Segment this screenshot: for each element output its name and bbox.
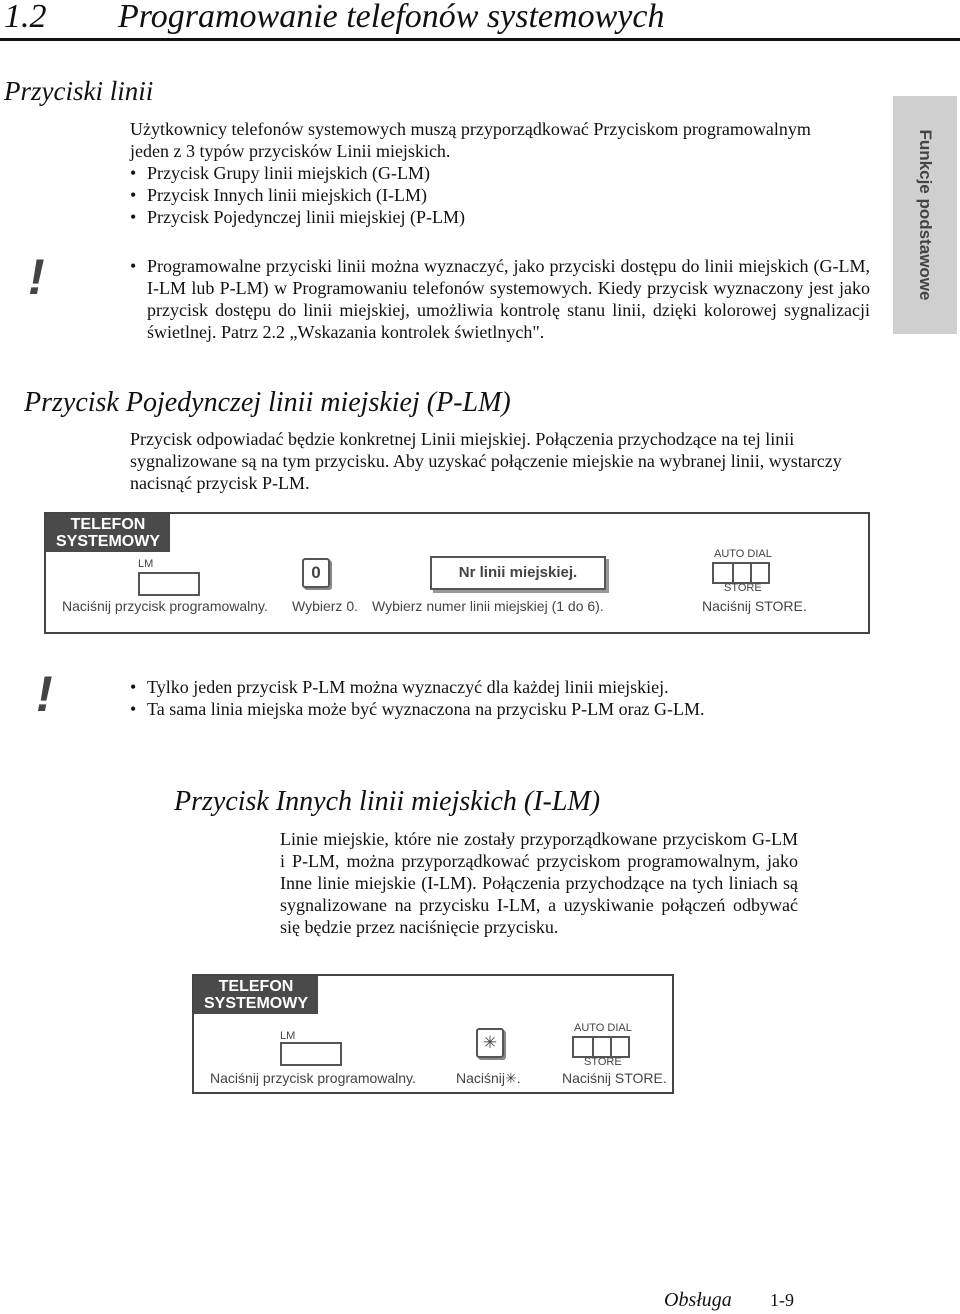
list-item: • Przycisk Pojedynczej linii miejskiej (P-LM) [130, 206, 870, 228]
step-press-star: Naciśnij✳. [456, 1070, 521, 1086]
lm-label: LM [280, 1030, 296, 1042]
section2-body: Przycisk odpowiadać będzie konkretnej Linii miejskiej. Połączenia przychodzące na tej linii sygnalizowane są na tym przycisku. Aby uzyskać połączenie miejskie na wybranej linii, wystarczy nacisnąć przycisk P-LM. [130, 429, 842, 493]
footer-label: Obsługa [664, 1289, 732, 1311]
heading-line-buttons: Przyciski linii [4, 76, 154, 106]
section1-content [130, 118, 870, 228]
phone-panel-p-lm [44, 512, 870, 634]
list-item: • Przycisk Innych linii miejskich (I-LM) [130, 184, 870, 206]
section1-intro: Użytkownicy telefonów systemowych muszą przyporządkować Przyciskom programowalnym jeden z 3 typów przycisków Linii miejskich. [130, 119, 811, 161]
section3-body: Linie miejskie, które nie zostały przyporządkowane przyciskom G-LM i P-LM, można przyporządkować przyciskom programowalnym, jako Inne linie miejskie (I-LM). Połączenia przychodzące na tych liniach są sygnalizowane na przycisku I-LM, a uzyskiwanie połączeń odbywać się będzie przez naciśnięcie przycisku. [280, 829, 798, 937]
star-key: ✳ [476, 1028, 504, 1058]
auto-dial-label: AUTO DIAL [714, 548, 772, 560]
heading-i-lm: Przycisk Innych linii miejskich (I-LM) [174, 786, 601, 817]
section-number: 1.2 [4, 0, 47, 35]
step-press-programmable: Naciśnij przycisk programowalny. [62, 598, 268, 614]
programmable-lm-key [138, 572, 200, 596]
side-tab-label: Funkcje podstawowe [916, 129, 935, 301]
panel-title-line2: SYSTEMOWY [55, 533, 160, 550]
key-zero: 0 [302, 558, 330, 588]
list-item: • Tylko jeden przycisk P-LM można wyznaczyć dla każdej linii miejskiej. [130, 676, 870, 698]
warning-exclamation-icon: ! [28, 249, 45, 305]
panel-title-line2: SYSTEMOWY [203, 995, 308, 1012]
lm-label: LM [138, 558, 154, 570]
header-rule [0, 38, 960, 41]
page-number: 1-9 [770, 1290, 794, 1310]
phone-panel-i-lm [192, 974, 674, 1094]
step-press-programmable: Naciśnij przycisk programowalny. [210, 1070, 416, 1086]
auto-dial-label: AUTO DIAL [574, 1022, 632, 1034]
page-title: Programowanie telefonów systemowych [118, 0, 665, 35]
p-lm-notes [130, 676, 870, 720]
store-label: STORE [724, 582, 762, 594]
programmable-lm-key [280, 1042, 342, 1066]
step-press-store: Naciśnij STORE. [562, 1070, 667, 1086]
auto-dial-key [712, 562, 770, 584]
list-item: • Przycisk Grupy linii miejskich (G-LM) [130, 162, 870, 184]
auto-dial-key [572, 1036, 630, 1058]
store-label: STORE [584, 1056, 622, 1068]
step-dial-zero: Wybierz 0. [292, 598, 359, 614]
line-types-list [130, 162, 870, 228]
section1-note: • Programowalne przyciski linii można wyznaczyć, jako przyciski dostępu do linii miejskich (G-LM, I-LM lub P-LM) w Programowaniu telefonów systemowych. Kiedy przycisk wyznaczony jest jako przycisk dostępu do linii miejskiej, umożliwia kontrolę stanu linii, dzięki kolorowej sygnalizacji świetlnej. Patrz 2.2 „Wskazania kontrolek świetlnych". [130, 256, 870, 342]
panel-title-line1: TELEFON [218, 978, 294, 995]
step-press-store: Naciśnij STORE. [702, 598, 807, 614]
warning-exclamation-icon: ! [36, 666, 53, 722]
list-item: • Ta sama linia miejska może być wyznaczona na przycisku P-LM oraz G-LM. [130, 698, 870, 720]
panel-title-line1: TELEFON [70, 516, 146, 533]
side-tab [893, 96, 957, 334]
note-text: Programowalne przyciski linii można wyznaczyć, jako przyciski dostępu do linii miejskich (G-LM, I-LM lub P-LM) w Programowaniu telefonów systemowych. Kiedy przycisk wyznaczony jest jako przycisk dostępu do linii miejskiej, umożliwia kontrolę stanu linii, dzięki kolorowej sygnalizacji świetlnej. Patrz 2.2 „Wskazania kontrolek świetlnych". [147, 256, 870, 342]
step-dial-line-number: Wybierz numer linii miejskiej (1 do 6). [372, 598, 604, 614]
panel-title [46, 514, 170, 552]
heading-p-lm: Przycisk Pojedynczej linii miejskiej (P-LM) [24, 387, 511, 418]
panel-title [194, 976, 318, 1014]
display-box: Nr linii miejskiej. [430, 556, 606, 590]
